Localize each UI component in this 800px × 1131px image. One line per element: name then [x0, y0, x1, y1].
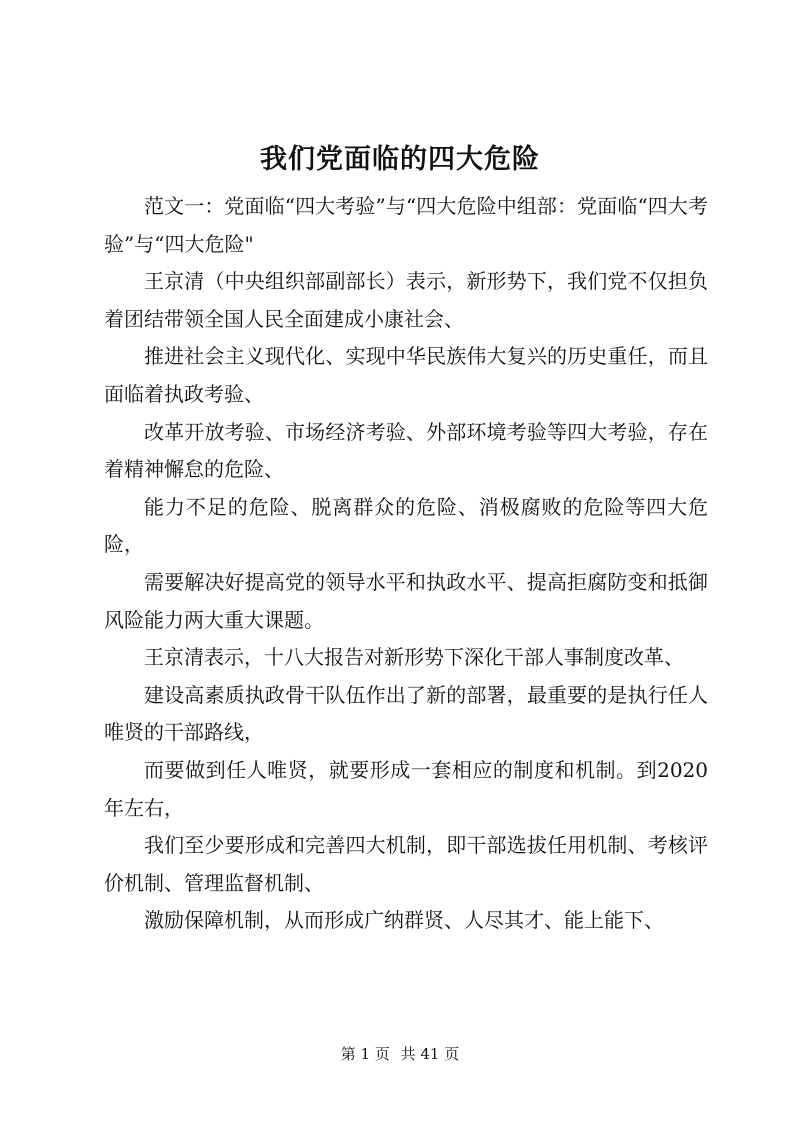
page-footer — [0, 1044, 800, 1064]
document-title: 我们党面临的四大危险 — [260, 144, 540, 175]
paragraph-2: 王京清（中央组织部副部长）表示，新形势下，我们党不仅担负着团结带领全国人民全面建成小康社会、 — [104, 269, 708, 331]
paragraph-6: 需要解决好提高党的领导水平和执政水平、提高拒腐防变和抵御风险能力两大重大课题。 — [104, 569, 708, 632]
paragraph-10: 我们至少要形成和完善四大机制，即干部选拔任用机制、考核评价机制、管理监督机制、 — [104, 833, 708, 895]
paragraph-9: 而要做到任人唯贤，就要形成一套相应的制度和机制。到2020年左右， — [104, 757, 708, 820]
page-number: 第 1 页 — [340, 1045, 390, 1063]
paragraph-5: 能力不足的危险、脱离群众的危险、消极腐败的危险等四大危险， — [104, 494, 708, 557]
page-total: 共 41 页 — [400, 1045, 460, 1063]
paragraph-1: 范文一：党面临“四大考验”与“四大危险中组部：党面临“四大考验”与“四大危险" — [104, 194, 708, 256]
paragraph-3: 推进社会主义现代化、实现中华民族伟大复兴的历史重任，而且面临着执政考验、 — [104, 344, 708, 406]
document-body — [104, 188, 708, 940]
paragraph-8: 建设高素质执政骨干队伍作出了新的部署，最重要的是执行任人唯贤的干部路线， — [104, 682, 708, 745]
paragraph-7: 王京清表示，十八大报告对新形势下深化干部人事制度改革、 — [144, 645, 684, 670]
paragraph-4: 改革开放考验、市场经济考验、外部环境考验等四大考验，存在着精神懈怠的危险、 — [104, 419, 708, 482]
paragraph-11: 激励保障机制，从而形成广纳群贤、人尽其才、能上能下、 — [144, 908, 664, 933]
